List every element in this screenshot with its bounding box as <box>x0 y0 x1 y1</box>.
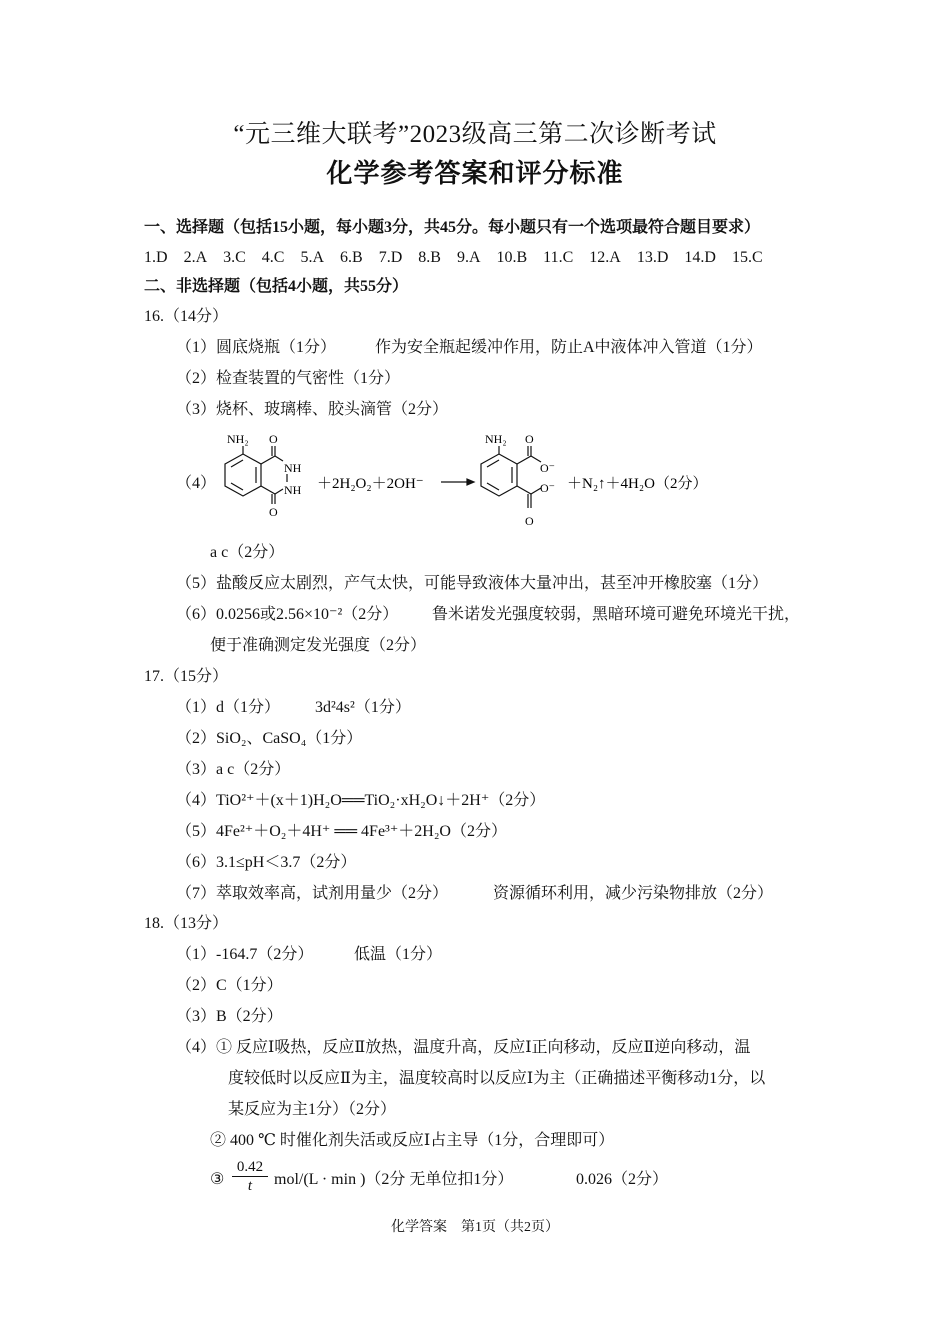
q18-part3: （3）B（2分） <box>176 1008 283 1025</box>
q18-part4-line3: 某反应为主1分）（2分） <box>228 1101 397 1118</box>
mc-answer: 8.B <box>418 249 441 266</box>
q16-part6-reason-cont: 便于准确测定发光强度（2分） <box>210 637 427 654</box>
equation-products: ＋N₂↑＋4H₂O（2分） <box>567 476 708 492</box>
luminol-structure <box>225 446 287 504</box>
q17-part1-config: 3d²4s²（1分） <box>315 699 411 716</box>
q17-part5: （5）4Fe²⁺＋O₂＋4H⁺ ══ 4Fe³⁺＋2H₂O（2分） <box>176 823 507 840</box>
q16-part4-answer: a c（2分） <box>210 544 285 561</box>
fraction-numerator: 0.42 <box>232 1158 268 1177</box>
q17-part1-answer: （1）d（1分） <box>176 699 281 716</box>
mc-answer: 4.C <box>261 249 285 266</box>
mc-answer: 15.C <box>731 249 763 266</box>
q18-part1-answer: （1）-164.7（2分） <box>176 946 314 963</box>
q17-part7-answer: （7）萃取效率高，试剂用量少（2分） <box>176 885 449 902</box>
equation-reagents: ＋2H₂O₂＋2OH⁻ <box>317 476 424 492</box>
product-oxygen-bottom: O <box>525 514 534 528</box>
section2-heading: 二、非选择题（包括4小题，共55分） <box>144 278 409 295</box>
mc-answer: 10.B <box>496 249 528 266</box>
document-subtitle: 化学参考答案和评分标准 <box>326 159 624 188</box>
q18-part4-line2: 度较低时以反应Ⅱ为主，温度较高时以反应Ⅰ为主（正确描述平衡移动1分，以 <box>228 1070 766 1087</box>
exam-title: “元三维大联考”2023级高三第二次诊断考试 <box>233 121 717 148</box>
multiple-choice-answers <box>144 248 779 268</box>
q18-part1-condition: 低温（1分） <box>354 946 443 963</box>
page-footer: 化学答案 第1页（共2页） <box>391 1220 559 1235</box>
luminol-nh-lower: NH <box>284 483 302 497</box>
q16-part6-answer: （6）0.0256或2.56×10⁻²（2分） <box>176 606 399 623</box>
product-amine-label: NH₂ <box>485 432 507 446</box>
q17-part7-reason: 资源循环利用，减少污染物排放（2分） <box>493 885 774 902</box>
q16-part4-label: （4） <box>176 475 217 492</box>
mc-answer: 3.C <box>223 249 246 266</box>
q16-header: 16.（14分） <box>144 308 229 325</box>
mc-answer: 7.D <box>378 249 403 266</box>
q16-part5: （5）盐酸反应太剧烈，产气太快，可能导致液体大量冲出，甚至冲开橡胶塞（1分） <box>176 575 769 592</box>
q18-header: 18.（13分） <box>144 915 229 932</box>
reaction-arrow-icon <box>441 479 474 485</box>
q17-part4: （4）TiO²⁺＋(x＋1)H₂O══TiO₂·xH₂O↓＋2H⁺（2分） <box>176 792 546 809</box>
mc-answer: 9.A <box>456 249 481 266</box>
q18-part4-item2: ② 400 ℃ 时催化剂失活或反应Ⅰ占主导（1分，合理即可） <box>210 1132 615 1149</box>
product-carboxylate-upper: O⁻ <box>540 461 555 475</box>
luminol-oxygen-top: O <box>269 432 278 446</box>
q16-part6-reason: 鲁米诺发光强度较弱，黑暗环境可避免环境光干扰， <box>432 606 801 623</box>
q17-part2: （2）SiO₂、CaSO₄（1分） <box>176 730 363 747</box>
q18-part4-item3-unit: mol/(L · min )（2分 无单位扣1分） <box>274 1171 514 1188</box>
mc-answer: 13.D <box>636 249 669 266</box>
rate-fraction <box>232 1158 268 1195</box>
mc-answer: 6.B <box>340 249 363 266</box>
aminophthalate-structure <box>481 446 541 508</box>
mc-answer: 5.A <box>300 249 325 266</box>
luminol-nh-upper: NH <box>284 461 302 475</box>
q16-part1-reason: 作为安全瓶起缓冲作用，防止A中液体冲入管道（1分） <box>375 339 763 356</box>
q18-part2: （2）C（1分） <box>176 977 283 994</box>
q17-part6: （6）3.1≤pH＜3.7（2分） <box>176 854 357 871</box>
luminol-amine-label: NH₂ <box>227 432 249 446</box>
q16-part2: （2）检查装置的气密性（1分） <box>176 370 401 387</box>
q17-header: 17.（15分） <box>144 668 229 685</box>
fraction-denominator: t <box>247 1178 253 1194</box>
q17-part3: （3）a c（2分） <box>176 761 291 778</box>
q16-part3: （3）烧杯、玻璃棒、胶头滴管（2分） <box>176 401 449 418</box>
product-oxygen-top: O <box>525 432 534 446</box>
mc-answer: 14.D <box>684 249 716 266</box>
product-carboxylate-lower: O⁻ <box>540 481 555 495</box>
mc-answer: 11.C <box>543 249 574 266</box>
mc-answer: 12.A <box>589 249 621 266</box>
q18-part4-line1: （4）① 反应Ⅰ吸热，反应Ⅱ放热，温度升高，反应Ⅰ正向移动，反应Ⅱ逆向移动，温 <box>176 1039 751 1056</box>
luminol-oxygen-bottom: O <box>269 505 278 519</box>
q16-part1-answer: （1）圆底烧瓶（1分） <box>176 339 337 356</box>
section1-heading: 一、选择题（包括15小题，每小题3分，共45分。每小题只有一个选项最符合题目要求） <box>144 219 761 236</box>
q18-part4-item3-mark: ③ <box>210 1171 225 1188</box>
mc-answer: 1.D <box>144 249 168 266</box>
q18-part4-item3-value: 0.026（2分） <box>576 1171 669 1188</box>
mc-answer: 2.A <box>183 249 208 266</box>
chemical-equation-diagram <box>195 424 755 534</box>
